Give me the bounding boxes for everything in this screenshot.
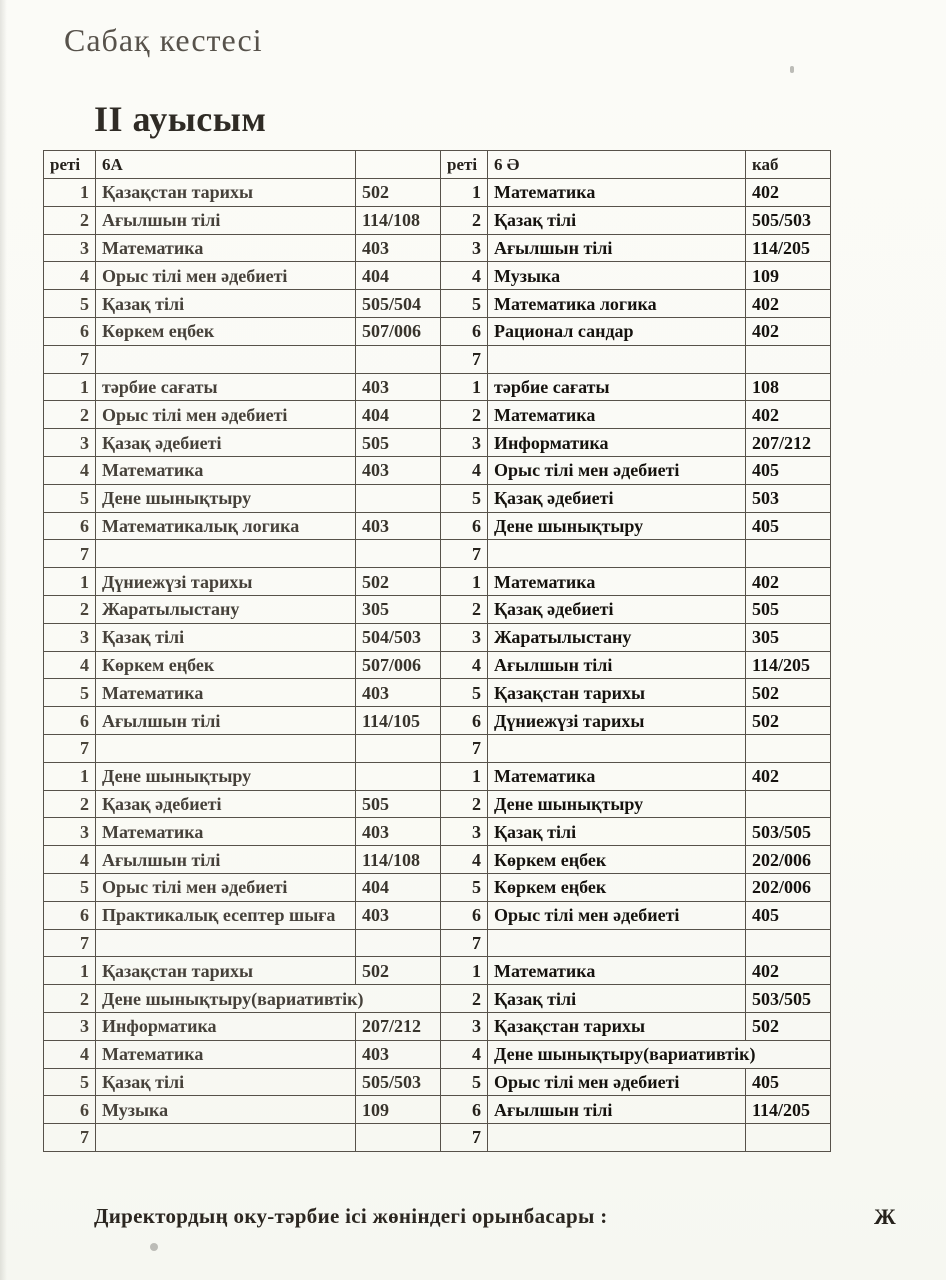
lesson-room-6b: 109 bbox=[746, 262, 831, 290]
lesson-order-6b: 4 bbox=[441, 651, 488, 679]
table-row bbox=[44, 707, 831, 735]
lesson-order-6b: 3 bbox=[441, 1012, 488, 1040]
lesson-subject-6a: Математика bbox=[96, 234, 356, 262]
lesson-subject-6a: тәрбие сағаты bbox=[96, 373, 356, 401]
lesson-room-6b: 502 bbox=[746, 1012, 831, 1040]
table-row bbox=[44, 957, 831, 985]
lesson-subject-6a bbox=[96, 734, 356, 762]
lesson-subject-6b: Ағылшын тілі bbox=[488, 651, 746, 679]
lesson-room-6a: 305 bbox=[356, 595, 441, 623]
lesson-order-6b: 3 bbox=[441, 429, 488, 457]
lesson-room-6b bbox=[746, 540, 831, 568]
lesson-order-6b: 4 bbox=[441, 1040, 488, 1068]
scan-speck bbox=[150, 1243, 158, 1251]
table-row bbox=[44, 651, 831, 679]
lesson-room-6b: 402 bbox=[746, 957, 831, 985]
lesson-subject-6b: Қазақ әдебиеті bbox=[488, 484, 746, 512]
lesson-order-6b: 6 bbox=[441, 707, 488, 735]
lesson-room-6a: 404 bbox=[356, 262, 441, 290]
lesson-room-6a bbox=[356, 484, 441, 512]
lesson-order-6b: 5 bbox=[441, 873, 488, 901]
lesson-room-6a: 403 bbox=[356, 512, 441, 540]
lesson-order-6b: 1 bbox=[441, 762, 488, 790]
table-row bbox=[44, 1124, 831, 1152]
lesson-subject-6b bbox=[488, 1124, 746, 1152]
lesson-order-6b: 1 bbox=[441, 179, 488, 207]
lesson-order-6a: 5 bbox=[44, 484, 96, 512]
table-row bbox=[44, 1040, 831, 1068]
lesson-order-6a: 4 bbox=[44, 651, 96, 679]
lesson-room-6a: 505/503 bbox=[356, 1068, 441, 1096]
lesson-room-6a: 109 bbox=[356, 1096, 441, 1124]
schedule-block bbox=[44, 568, 831, 763]
lesson-subject-6b: Математика bbox=[488, 401, 746, 429]
page-title: Сабақ кестесі bbox=[64, 22, 263, 58]
lesson-room-6a: 404 bbox=[356, 401, 441, 429]
lesson-order-6a: 2 bbox=[44, 790, 96, 818]
table-row bbox=[44, 679, 831, 707]
lesson-room-6a bbox=[356, 762, 441, 790]
lesson-order-6a: 5 bbox=[44, 679, 96, 707]
lesson-subject-6a: Математика bbox=[96, 679, 356, 707]
table-row bbox=[44, 540, 831, 568]
lesson-order-6a: 4 bbox=[44, 1040, 96, 1068]
lesson-room-6b: 405 bbox=[746, 1068, 831, 1096]
lesson-order-6b: 1 bbox=[441, 373, 488, 401]
lesson-subject-6b: Информатика bbox=[488, 429, 746, 457]
lesson-subject-6b: Дене шынықтыру bbox=[488, 512, 746, 540]
lesson-subject-6a: Ағылшын тілі bbox=[96, 846, 356, 874]
table-row bbox=[44, 873, 831, 901]
table-row bbox=[44, 595, 831, 623]
lesson-room-6b: 402 bbox=[746, 290, 831, 318]
schedule-block bbox=[44, 957, 831, 1152]
lesson-room-6a bbox=[356, 540, 441, 568]
lesson-room-6a: 502 bbox=[356, 957, 441, 985]
lesson-order-6a: 4 bbox=[44, 262, 96, 290]
lesson-subject-6a: Қазақ тілі bbox=[96, 1068, 356, 1096]
lesson-subject-6a: Дүниежүзі тарихы bbox=[96, 568, 356, 596]
table-row bbox=[44, 456, 831, 484]
lesson-order-6b: 1 bbox=[441, 568, 488, 596]
lesson-subject-6a bbox=[96, 1124, 356, 1152]
lesson-subject-6a: Қазақ тілі bbox=[96, 290, 356, 318]
lesson-order-6b: 6 bbox=[441, 901, 488, 929]
lesson-subject-6b: Дүниежүзі тарихы bbox=[488, 707, 746, 735]
table-row bbox=[44, 762, 831, 790]
lesson-subject-6b: тәрбие сағаты bbox=[488, 373, 746, 401]
lesson-room-6b bbox=[746, 929, 831, 957]
lesson-order-6a: 3 bbox=[44, 429, 96, 457]
lesson-subject-6b: Дене шынықтыру(вариативтік) bbox=[488, 1040, 831, 1068]
lesson-order-6b: 5 bbox=[441, 679, 488, 707]
header-room-6a bbox=[356, 151, 441, 179]
lesson-order-6a: 1 bbox=[44, 762, 96, 790]
lesson-room-6b: 202/006 bbox=[746, 873, 831, 901]
lesson-room-6a bbox=[356, 929, 441, 957]
lesson-room-6a: 403 bbox=[356, 679, 441, 707]
lesson-room-6a: 403 bbox=[356, 456, 441, 484]
header-class-6a: 6А bbox=[96, 151, 356, 179]
lesson-room-6b: 503/505 bbox=[746, 818, 831, 846]
lesson-subject-6b: Қазақ тілі bbox=[488, 818, 746, 846]
lesson-subject-6b: Математика bbox=[488, 762, 746, 790]
lesson-subject-6b bbox=[488, 929, 746, 957]
lesson-order-6a: 1 bbox=[44, 373, 96, 401]
lesson-subject-6b: Көркем еңбек bbox=[488, 873, 746, 901]
lesson-room-6b: 405 bbox=[746, 456, 831, 484]
lesson-room-6b: 505/503 bbox=[746, 206, 831, 234]
lesson-subject-6a: Ағылшын тілі bbox=[96, 707, 356, 735]
lesson-order-6b: 5 bbox=[441, 290, 488, 318]
deputy-director-label: Директордың оку-тәрбие ісі жөніндегі орынбасары : bbox=[94, 1204, 608, 1228]
lesson-subject-6a: Қазақстан тарихы bbox=[96, 179, 356, 207]
table-row bbox=[44, 317, 831, 345]
lesson-order-6b: 4 bbox=[441, 456, 488, 484]
lesson-room-6a: 505 bbox=[356, 790, 441, 818]
schedule-block bbox=[44, 373, 831, 568]
lesson-subject-6a: Ағылшын тілі bbox=[96, 206, 356, 234]
lesson-subject-6a: Математика bbox=[96, 1040, 356, 1068]
lesson-room-6a: 404 bbox=[356, 873, 441, 901]
lesson-room-6b: 402 bbox=[746, 401, 831, 429]
lesson-order-6a: 1 bbox=[44, 957, 96, 985]
lesson-subject-6b: Математика bbox=[488, 957, 746, 985]
lesson-room-6b: 202/006 bbox=[746, 846, 831, 874]
table-row bbox=[44, 290, 831, 318]
lesson-subject-6a: Практикалық есептер шыға bbox=[96, 901, 356, 929]
lesson-subject-6b: Қазақ тілі bbox=[488, 206, 746, 234]
lesson-subject-6a: Дене шынықтыру bbox=[96, 762, 356, 790]
lesson-room-6b bbox=[746, 1124, 831, 1152]
lesson-order-6a: 6 bbox=[44, 512, 96, 540]
lesson-order-6a: 5 bbox=[44, 290, 96, 318]
lesson-order-6a: 2 bbox=[44, 595, 96, 623]
lesson-room-6b: 402 bbox=[746, 568, 831, 596]
lesson-order-6a: 6 bbox=[44, 707, 96, 735]
lesson-order-6b: 4 bbox=[441, 846, 488, 874]
lesson-order-6a: 3 bbox=[44, 623, 96, 651]
lesson-subject-6a: Жаратылыстану bbox=[96, 595, 356, 623]
lesson-room-6b: 502 bbox=[746, 679, 831, 707]
lesson-order-6a: 7 bbox=[44, 345, 96, 373]
table-row bbox=[44, 568, 831, 596]
table-row bbox=[44, 929, 831, 957]
lesson-order-6a: 3 bbox=[44, 818, 96, 846]
lesson-room-6b: 114/205 bbox=[746, 234, 831, 262]
lesson-subject-6a bbox=[96, 345, 356, 373]
lesson-subject-6b: Орыс тілі мен әдебиеті bbox=[488, 1068, 746, 1096]
lesson-order-6b: 7 bbox=[441, 345, 488, 373]
lesson-room-6b: 503/505 bbox=[746, 985, 831, 1013]
lesson-subject-6b: Математика bbox=[488, 179, 746, 207]
lesson-order-6a: 5 bbox=[44, 1068, 96, 1096]
lesson-subject-6b: Дене шынықтыру bbox=[488, 790, 746, 818]
lesson-room-6b: 114/205 bbox=[746, 651, 831, 679]
lesson-order-6b: 5 bbox=[441, 1068, 488, 1096]
lesson-order-6a: 2 bbox=[44, 401, 96, 429]
table-row bbox=[44, 429, 831, 457]
table-row bbox=[44, 1012, 831, 1040]
lesson-order-6b: 6 bbox=[441, 1096, 488, 1124]
lesson-subject-6b: Орыс тілі мен әдебиеті bbox=[488, 456, 746, 484]
lesson-room-6a: 505/504 bbox=[356, 290, 441, 318]
lesson-room-6b: 207/212 bbox=[746, 429, 831, 457]
header-room-6b: каб bbox=[746, 151, 831, 179]
lesson-order-6a: 7 bbox=[44, 1124, 96, 1152]
lesson-order-6b: 2 bbox=[441, 595, 488, 623]
lesson-order-6a: 2 bbox=[44, 206, 96, 234]
lesson-subject-6a bbox=[96, 929, 356, 957]
lesson-order-6b: 7 bbox=[441, 1124, 488, 1152]
lesson-room-6a: 507/006 bbox=[356, 651, 441, 679]
lesson-subject-6a: Дене шынықтыру bbox=[96, 484, 356, 512]
lesson-order-6b: 7 bbox=[441, 540, 488, 568]
table-row bbox=[44, 623, 831, 651]
lesson-room-6b: 502 bbox=[746, 707, 831, 735]
schedule-block bbox=[44, 762, 831, 957]
lesson-room-6b: 402 bbox=[746, 317, 831, 345]
lesson-order-6a: 7 bbox=[44, 929, 96, 957]
lesson-subject-6b: Математика bbox=[488, 568, 746, 596]
lesson-room-6a: 507/006 bbox=[356, 317, 441, 345]
table-row bbox=[44, 262, 831, 290]
table-row bbox=[44, 985, 831, 1013]
lesson-subject-6a: Орыс тілі мен әдебиеті bbox=[96, 873, 356, 901]
lesson-room-6b: 402 bbox=[746, 762, 831, 790]
lesson-subject-6a bbox=[96, 540, 356, 568]
table-row bbox=[44, 401, 831, 429]
lesson-subject-6a: Информатика bbox=[96, 1012, 356, 1040]
lesson-subject-6b: Музыка bbox=[488, 262, 746, 290]
lesson-order-6b: 4 bbox=[441, 262, 488, 290]
table-row bbox=[44, 512, 831, 540]
table-row bbox=[44, 1068, 831, 1096]
lesson-room-6b: 305 bbox=[746, 623, 831, 651]
lesson-subject-6b: Қазақстан тарихы bbox=[488, 1012, 746, 1040]
lesson-room-6a: 403 bbox=[356, 373, 441, 401]
lesson-subject-6a: Математикалық логика bbox=[96, 512, 356, 540]
lesson-subject-6a: Орыс тілі мен әдебиеті bbox=[96, 401, 356, 429]
lesson-room-6b: 114/205 bbox=[746, 1096, 831, 1124]
lesson-order-6a: 3 bbox=[44, 234, 96, 262]
lesson-subject-6a: Орыс тілі мен әдебиеті bbox=[96, 262, 356, 290]
table-row bbox=[44, 206, 831, 234]
table-row bbox=[44, 901, 831, 929]
lesson-order-6b: 3 bbox=[441, 818, 488, 846]
schedule-block bbox=[44, 179, 831, 374]
lesson-order-6a: 1 bbox=[44, 568, 96, 596]
lesson-order-6b: 6 bbox=[441, 317, 488, 345]
lesson-room-6b: 505 bbox=[746, 595, 831, 623]
lesson-subject-6a: Қазақ әдебиеті bbox=[96, 790, 356, 818]
lesson-order-6a: 5 bbox=[44, 873, 96, 901]
lesson-room-6a: 403 bbox=[356, 1040, 441, 1068]
lesson-room-6a bbox=[356, 1124, 441, 1152]
lesson-room-6b bbox=[746, 734, 831, 762]
lesson-subject-6b: Ағылшын тілі bbox=[488, 234, 746, 262]
lesson-subject-6b: Рационал сандар bbox=[488, 317, 746, 345]
lesson-subject-6a: Қазақ әдебиеті bbox=[96, 429, 356, 457]
lesson-order-6b: 5 bbox=[441, 484, 488, 512]
table-row bbox=[44, 234, 831, 262]
lesson-room-6a: 502 bbox=[356, 568, 441, 596]
lesson-subject-6b: Орыс тілі мен әдебиеті bbox=[488, 901, 746, 929]
lesson-order-6a: 3 bbox=[44, 1012, 96, 1040]
lesson-order-6b: 2 bbox=[441, 206, 488, 234]
lesson-room-6a: 505 bbox=[356, 429, 441, 457]
table-row bbox=[44, 734, 831, 762]
table-row bbox=[44, 345, 831, 373]
lesson-order-6a: 7 bbox=[44, 734, 96, 762]
lesson-subject-6b: Қазақстан тарихы bbox=[488, 679, 746, 707]
table-row bbox=[44, 790, 831, 818]
lesson-room-6b: 405 bbox=[746, 901, 831, 929]
lesson-order-6b: 2 bbox=[441, 790, 488, 818]
header-order-6b: реті bbox=[441, 151, 488, 179]
header-class-6b: 6 Ә bbox=[488, 151, 746, 179]
lesson-room-6a bbox=[356, 734, 441, 762]
scan-edge-shadow bbox=[0, 0, 7, 1280]
lesson-room-6a: 114/105 bbox=[356, 707, 441, 735]
lesson-room-6a bbox=[356, 345, 441, 373]
lesson-subject-6b bbox=[488, 540, 746, 568]
schedule-table bbox=[43, 150, 831, 1152]
lesson-subject-6b bbox=[488, 345, 746, 373]
table-header-row bbox=[44, 151, 831, 179]
shift-subtitle: ІІ ауысым bbox=[94, 99, 267, 139]
lesson-subject-6a: Музыка bbox=[96, 1096, 356, 1124]
lesson-order-6b: 3 bbox=[441, 623, 488, 651]
signature-initial: Ж bbox=[874, 1204, 896, 1229]
lesson-subject-6a: Көркем еңбек bbox=[96, 651, 356, 679]
lesson-subject-6b: Қазақ әдебиеті bbox=[488, 595, 746, 623]
lesson-subject-6b: Ағылшын тілі bbox=[488, 1096, 746, 1124]
table-row bbox=[44, 818, 831, 846]
lesson-subject-6b: Жаратылыстану bbox=[488, 623, 746, 651]
lesson-subject-6b: Математика логика bbox=[488, 290, 746, 318]
lesson-room-6a: 114/108 bbox=[356, 206, 441, 234]
lesson-room-6b bbox=[746, 790, 831, 818]
lesson-order-6b: 7 bbox=[441, 929, 488, 957]
lesson-room-6a: 403 bbox=[356, 234, 441, 262]
lesson-subject-6a: Дене шынықтыру(вариативтік) bbox=[96, 985, 441, 1013]
lesson-subject-6a: Қазақ тілі bbox=[96, 623, 356, 651]
lesson-order-6a: 4 bbox=[44, 846, 96, 874]
table-row bbox=[44, 484, 831, 512]
lesson-room-6a: 403 bbox=[356, 818, 441, 846]
lesson-subject-6a: Математика bbox=[96, 818, 356, 846]
lesson-subject-6a: Қазақстан тарихы bbox=[96, 957, 356, 985]
lesson-order-6a: 6 bbox=[44, 317, 96, 345]
lesson-order-6b: 3 bbox=[441, 234, 488, 262]
lesson-room-6b: 108 bbox=[746, 373, 831, 401]
lesson-subject-6a: Математика bbox=[96, 456, 356, 484]
lesson-room-6a: 504/503 bbox=[356, 623, 441, 651]
lesson-order-6b: 1 bbox=[441, 957, 488, 985]
lesson-room-6b bbox=[746, 345, 831, 373]
lesson-room-6b: 405 bbox=[746, 512, 831, 540]
table-row bbox=[44, 846, 831, 874]
lesson-order-6a: 1 bbox=[44, 179, 96, 207]
table-row bbox=[44, 1096, 831, 1124]
lesson-order-6b: 7 bbox=[441, 734, 488, 762]
lesson-order-6b: 6 bbox=[441, 512, 488, 540]
header-order-6a: реті bbox=[44, 151, 96, 179]
lesson-order-6a: 7 bbox=[44, 540, 96, 568]
lesson-room-6a: 502 bbox=[356, 179, 441, 207]
lesson-room-6a: 114/108 bbox=[356, 846, 441, 874]
lesson-order-6a: 4 bbox=[44, 456, 96, 484]
lesson-order-6b: 2 bbox=[441, 401, 488, 429]
lesson-room-6a: 207/212 bbox=[356, 1012, 441, 1040]
lesson-subject-6b: Қазақ тілі bbox=[488, 985, 746, 1013]
table-row bbox=[44, 373, 831, 401]
lesson-subject-6b: Көркем еңбек bbox=[488, 846, 746, 874]
lesson-order-6a: 6 bbox=[44, 901, 96, 929]
lesson-order-6a: 2 bbox=[44, 985, 96, 1013]
lesson-order-6b: 2 bbox=[441, 985, 488, 1013]
table-row bbox=[44, 179, 831, 207]
lesson-room-6a: 403 bbox=[356, 901, 441, 929]
lesson-subject-6a: Көркем еңбек bbox=[96, 317, 356, 345]
scan-speck bbox=[790, 66, 794, 73]
lesson-order-6a: 6 bbox=[44, 1096, 96, 1124]
lesson-room-6b: 503 bbox=[746, 484, 831, 512]
lesson-room-6b: 402 bbox=[746, 179, 831, 207]
lesson-subject-6b bbox=[488, 734, 746, 762]
schedule-header bbox=[44, 151, 831, 179]
